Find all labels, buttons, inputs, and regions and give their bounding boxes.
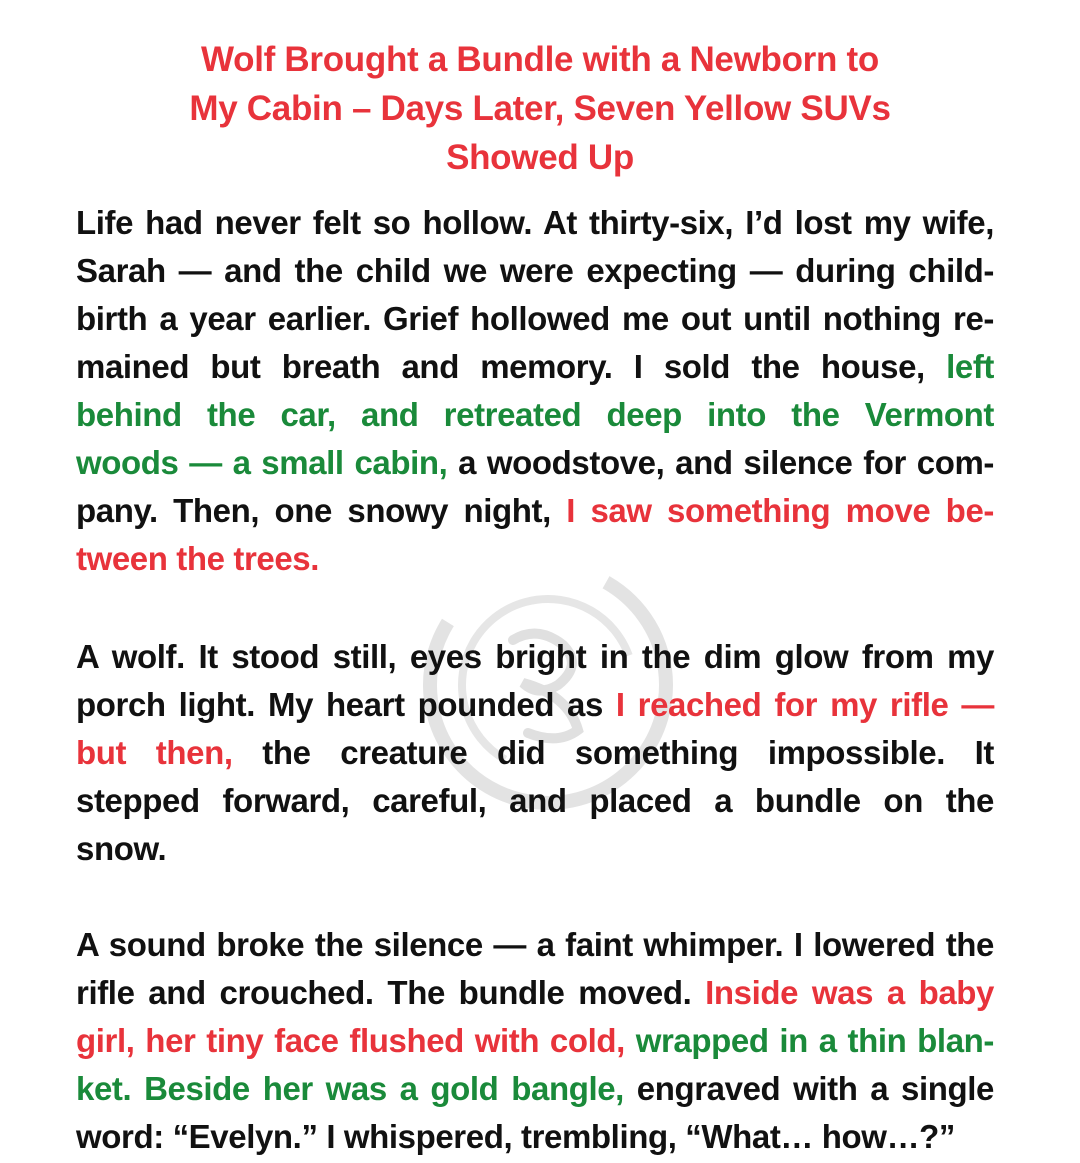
text-line <box>76 681 994 729</box>
text-line <box>76 777 994 825</box>
text-line <box>76 439 994 487</box>
text-line <box>76 969 994 1017</box>
text-line <box>76 247 994 295</box>
text-segment-green: ket. Beside her was a gold bangle, <box>76 1070 624 1107</box>
title-line-1: Wolf Brought a Bundle with a Newborn to <box>201 40 879 79</box>
text-line <box>76 1113 994 1161</box>
text-segment-black: the creature did something impossible. It <box>232 734 995 771</box>
text-segment-red: Inside was a baby <box>705 974 994 1011</box>
title-line-2: My Cabin – Days Later, Seven Yellow SUVs <box>189 89 891 128</box>
text-segment-black: porch light. My heart pounded as <box>76 686 616 723</box>
text-segment-black: mained but breath and memory. I sold the house, <box>76 348 947 385</box>
text-segment-black: engraved with a single <box>623 1070 994 1107</box>
text-segment-red: but then, <box>76 734 233 771</box>
text-segment-green: left <box>946 348 994 385</box>
text-segment-black: snow. <box>76 830 167 867</box>
title-line-3: Showed Up <box>446 138 634 177</box>
text-segment-black: A sound broke the silence — a faint whimper. I lowered the <box>76 926 994 963</box>
text-segment-black: birth a year earlier. Grief hollowed me out until nothing re- <box>76 300 994 337</box>
text-line <box>76 1017 994 1065</box>
text-segment-red: I saw something move be- <box>566 492 994 529</box>
paragraph-3 <box>76 921 994 1161</box>
text-line <box>76 825 994 873</box>
text-segment-black: a woodstove, and silence for com- <box>447 444 994 481</box>
text-segment-red: tween the trees. <box>76 540 320 577</box>
text-segment-black: A wolf. It stood still, eyes bright in the dim glow from my <box>76 638 994 675</box>
text-line <box>76 535 994 583</box>
text-line <box>76 729 994 777</box>
text-segment-green: wrapped in a thin blan- <box>624 1022 994 1059</box>
text-line <box>76 1065 994 1113</box>
text-line <box>76 487 994 535</box>
text-segment-black: stepped forward, careful, and placed a bundle on the <box>76 782 994 819</box>
text-segment-black: Sarah — and the child we were expecting — during child- <box>76 252 994 289</box>
article-title <box>120 35 960 182</box>
text-line <box>76 391 994 439</box>
text-segment-black: word: “Evelyn.” I whispered, trembling, “What… how…?” <box>76 1118 956 1155</box>
text-line <box>76 199 994 247</box>
paragraph-1 <box>76 199 994 583</box>
text-segment-red: I reached for my rifle — <box>615 686 994 723</box>
text-segment-black: pany. Then, one snowy night, <box>76 492 567 529</box>
text-line <box>76 633 994 681</box>
text-line <box>76 343 994 391</box>
text-segment-red: girl, her tiny face flushed with cold, <box>76 1022 625 1059</box>
text-line <box>76 921 994 969</box>
text-line <box>76 295 994 343</box>
text-segment-green: woods — a small cabin, <box>76 444 448 481</box>
text-segment-black: Life had never felt so hollow. At thirty-six, I’d lost my wife, <box>76 204 994 241</box>
text-segment-black: rifle and crouched. The bundle moved. <box>76 974 706 1011</box>
paragraph-2 <box>76 633 994 873</box>
text-segment-green: behind the car, and retreated deep into the Vermont <box>76 396 994 433</box>
